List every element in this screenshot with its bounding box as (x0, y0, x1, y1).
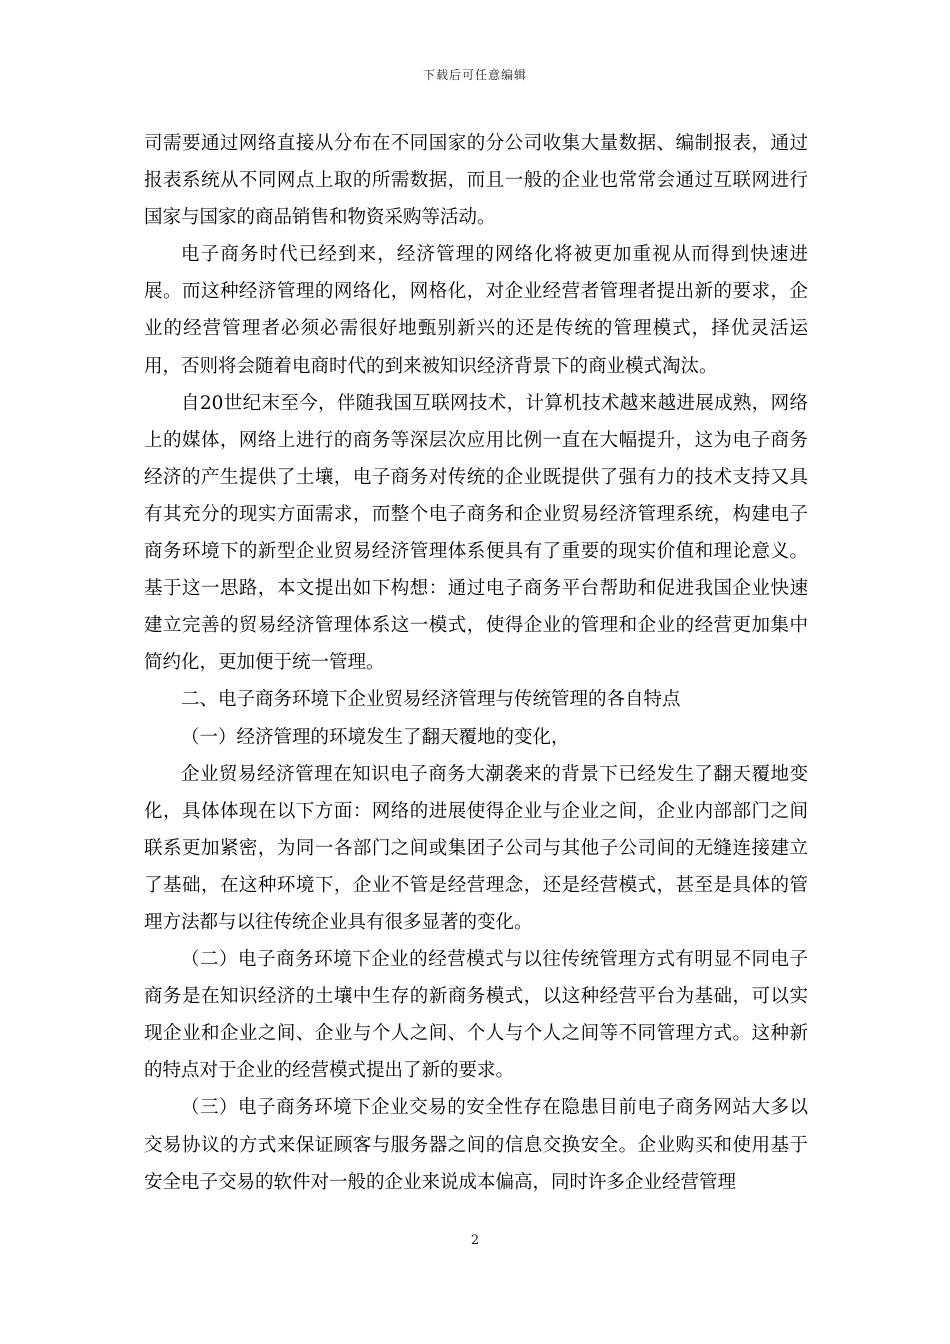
subsection-heading: （一）经济管理的环境发生了翻天覆地的变化， (181, 726, 570, 748)
section-heading: 二、电子商务环境下企业贸易经济管理与传统管理的各自特点 (181, 689, 681, 711)
paragraph: （二）电子商务环境下企业的经营模式与以往传统管理方式有明显不同电子商务是在知识经济的土壤中生存的新商务模式，以这种经营平台为基础，可以实现企业和企业之间、企业与个人之间、个人与个人之间等不同管理方式。这种新的特点对于企业的经营模式提出了新的要求。 (144, 949, 808, 1082)
page-number: 2 (470, 1233, 480, 1248)
paragraph: 自20世纪末至今，伴随我国互联网技术，计算机技术越来越进展成熟，网络上的媒体，网络上进行的商务等深层次应用比例一直在大幅提升，这为电子商务经济的产生提供了土壤，电子商务对传统的企业既提供了强有力的技术支持又具有其充分的现实方面需求，而整个电子商务和企业贸易经济管理系统，构建电子商务环境下的新型企业贸易经济管理体系便具有了重要的现实价值和理论意义。基于这一思路，本文提出如下构想：通过电子商务平台帮助和促进我国企业快速建立完善的贸易经济管理体系这一模式，使得企业的管理和企业的经营更加集中简约化，更加便于统一管理。 (144, 392, 808, 674)
paragraph-continuation: 司需要通过网络直接从分布在不同国家的分公司收集大量数据、编制报表，通过报表系统从不同网点上取的所需数据，而且一般的企业也常常会通过互联网进行国家与国家的商品销售和物资采购等活动。 (144, 133, 808, 229)
paragraph: （三）电子商务环境下企业交易的安全性存在隐患目前电子商务网站大多以交易协议的方式来保证顾客与服务器之间的信息交换安全。企业购买和使用基于安全电子交易的软件对一般的企业来说成本偏高，同时许多企业经营管理 (144, 1097, 808, 1193)
paragraph: 企业贸易经济管理在知识电子商务大潮袭来的背景下已经发生了翻天覆地变化，具体体现在以下方面：网络的进展使得企业与企业之间，企业内部部门之间联系更加紧密，为同一各部门之间或集团子公司与其他子公司间的无缝连接建立了基础，在这种环境下，企业不管是经营理念，还是经营模式，甚至是具体的管理方法都与以往传统企业具有很多显著的变化。 (144, 763, 808, 933)
paragraph: 电子商务时代已经到来，经济管理的网络化将被更加重视从而得到快速进展。而这种经济管理的网络化，网格化，对企业经营者管理者提出新的要求，企业的经营管理者必须必需很好地甄别新兴的还是传统的管理模式，择优灵活运用，否则将会随着电商时代的到来被知识经济背景下的商业模式淘汰。 (144, 244, 808, 377)
page-header: 下载后可任意编辑 (422, 68, 527, 82)
document-body (144, 125, 808, 1201)
